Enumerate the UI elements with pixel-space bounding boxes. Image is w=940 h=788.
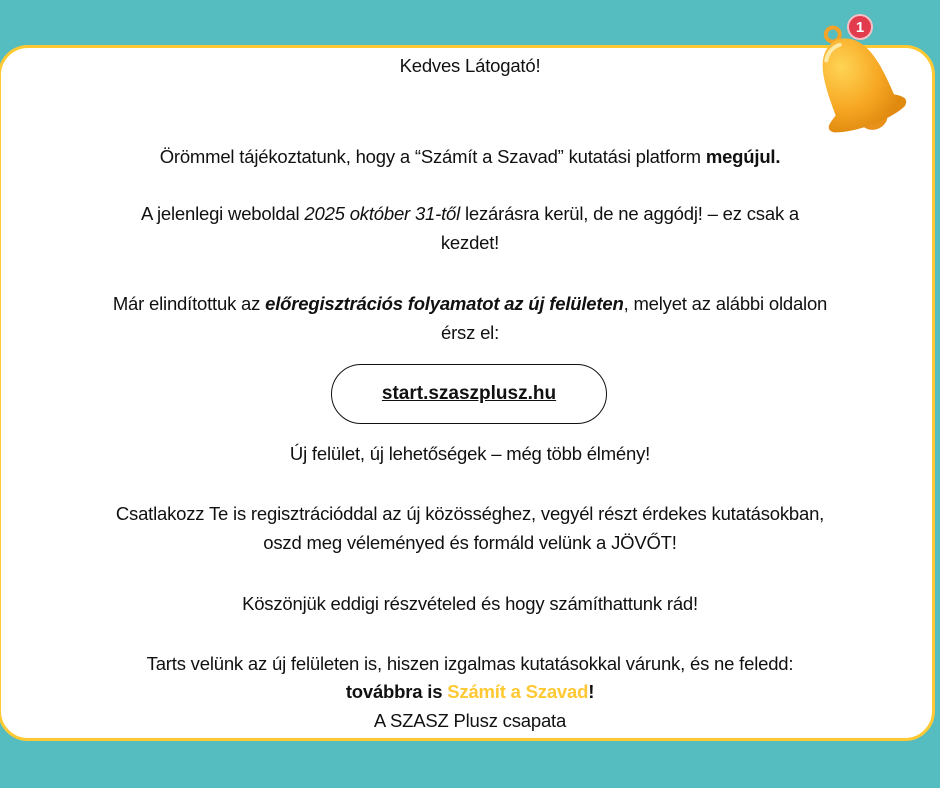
paragraph-closing	[0, 202, 940, 226]
notification-bell	[795, 10, 925, 145]
paragraph-preregistration-line2: érsz el:	[440, 322, 500, 343]
paragraph-new-interface: Új felület, új lehetőségek – még több élmény!	[289, 443, 651, 464]
text: A jelenlegi weboldal	[140, 203, 305, 224]
paragraph-closing-line2: kezdet!	[440, 232, 500, 253]
bold-text: megújul.	[705, 146, 781, 167]
paragraph-join-line2: oszd meg véleményed és formáld velünk a JÖVŐT!	[263, 532, 677, 553]
paragraph-preregistration	[0, 292, 940, 316]
bold-text: továbbra is	[345, 681, 448, 702]
paragraph-renewal	[0, 145, 940, 169]
paragraph-stay: Tarts velünk az új felületen is, hiszen izgalmas kutatásokkal várunk, és ne feledd:	[146, 653, 794, 674]
slogan	[0, 680, 940, 704]
text: Már elindítottuk az	[112, 293, 266, 314]
notification-badge: 1	[847, 14, 873, 40]
text: , melyet az alábbi oldalon	[623, 293, 828, 314]
text: Örömmel tájékoztatunk, hogy a “Számít a Szavad” kutatási platform	[159, 146, 706, 167]
exclamation: !	[588, 681, 595, 702]
signature: A SZASZ Plusz csapata	[373, 710, 567, 731]
brand-slogan: Számít a Szavad	[447, 681, 589, 702]
text: lezárásra kerül, de ne aggódj! – ez csak a	[460, 203, 800, 224]
start-link-button[interactable]: start.szaszplusz.hu	[331, 364, 607, 424]
paragraph-thanks: Köszönjük eddigi részvételed és hogy számíthattunk rád!	[242, 593, 698, 614]
date: 2025 október 31-től	[304, 203, 461, 224]
bold-italic-text: előregisztrációs folyamatot az új felületen	[265, 293, 624, 314]
greeting: Kedves Látogató!	[399, 55, 541, 76]
paragraph-join: Csatlakozz Te is regisztrációddal az új közösséghez, vegyél részt érdekes kutatásokban,	[115, 503, 825, 524]
